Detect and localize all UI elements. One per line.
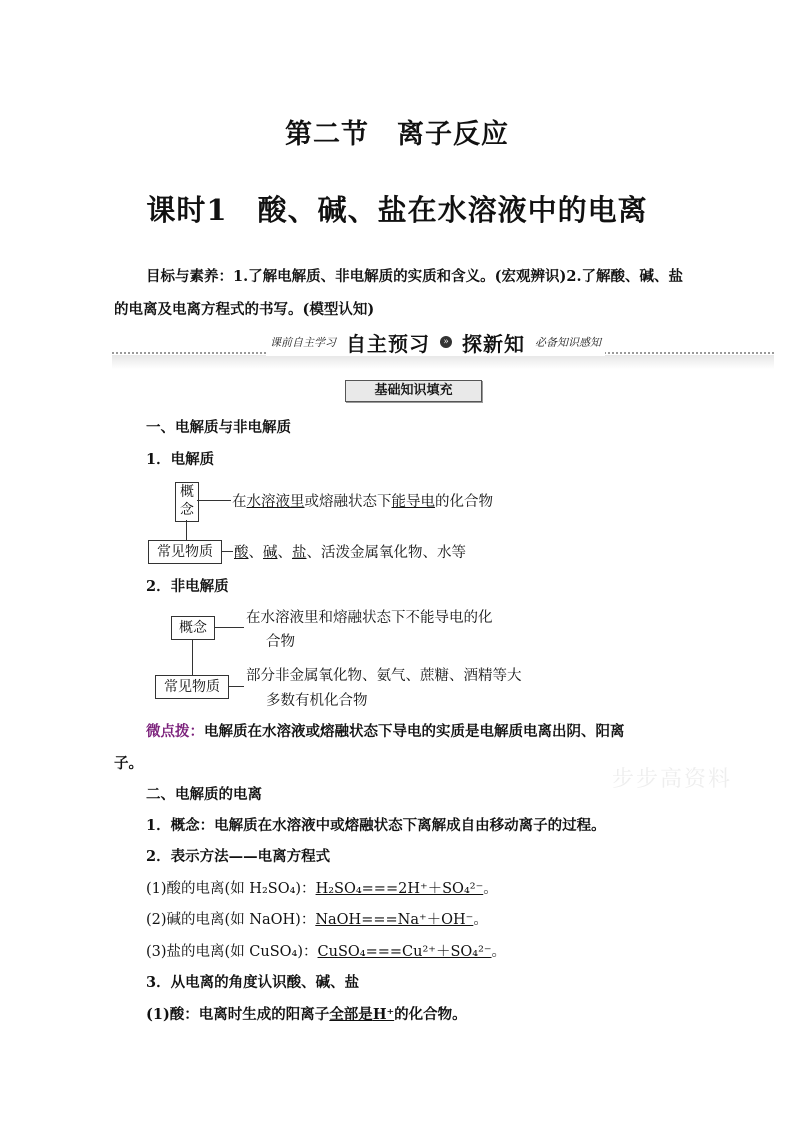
- banner-right-caption: 必备知识感知: [535, 336, 601, 349]
- tip-paragraph: 微点拨：电解质在水溶液或熔融状态下导电的实质是电解质电离出阴、阳离: [146, 723, 625, 740]
- base-equation: NaOH===Na⁺＋OH⁻: [315, 912, 474, 928]
- concept-box-2: 概念: [171, 616, 215, 640]
- part2-heading: 二、电解质的电离: [146, 786, 262, 803]
- page-title: 第二节 离子反应: [285, 119, 509, 150]
- acid-ionization: (1)酸的电离(如 H₂SO₄)：H₂SO₄===2H⁺＋SO₄²⁻。: [146, 881, 498, 897]
- electrolyte-examples: 酸、碱、盐、活泼金属氧化物、水等: [234, 545, 466, 561]
- section-banner: [266, 328, 605, 356]
- ionization-concept: 1．概念：电解质在水溶液中或熔融状态下离解成自由移动离子的过程。: [146, 817, 606, 834]
- connector-line: [228, 686, 244, 687]
- connector-line: [192, 639, 193, 675]
- banner-main-left: 自主预习: [346, 331, 430, 356]
- connector-line: [214, 627, 244, 628]
- electrolyte-heading: 1．电解质: [146, 451, 215, 468]
- non-electrolyte-heading: 2．非电解质: [146, 578, 229, 595]
- learning-goals: 目标与素养：1.了解电解质、非电解质的实质和含义。(宏观辨识)2.了解酸、碱、盐的电离及电离方程式的书写。(模型认知): [114, 268, 683, 318]
- non-electrolyte-examples-line1: 部分非金属氧化物、氨气、蔗糖、酒精等大: [246, 668, 522, 684]
- salt-ionization: (3)盐的电离(如 CuSO₄)：CuSO₄===Cu²⁺＋SO₄²⁻。: [146, 944, 507, 960]
- concept-box-1: 概念: [175, 482, 199, 522]
- banner-shadow: [112, 355, 774, 369]
- acid-equation: H₂SO₄===2H⁺＋SO₄²⁻: [315, 881, 484, 897]
- part1-heading: 一、电解质与非电解质: [146, 419, 291, 436]
- base-ionization: (2)碱的电离(如 NaOH)：NaOH===Na⁺＋OH⁻。: [146, 912, 488, 928]
- electrolyte-concept: 在水溶液里或熔融状态下能导电的化合物: [232, 494, 493, 510]
- acid-base-salt-heading: 3．从电离的角度认识酸、碱、盐: [146, 974, 360, 991]
- common-substances-box-1: 常见物质: [148, 540, 222, 564]
- banner-left-caption: 课前自主学习: [270, 336, 336, 349]
- non-electrolyte-concept-line2: 合物: [266, 634, 295, 650]
- common-substances-box-2: 常见物质: [155, 675, 229, 699]
- non-electrolyte-examples-line2: 多数有机化合物: [266, 693, 368, 709]
- lesson-title: 课时1 酸、碱、盐在水溶液中的电离: [146, 193, 648, 227]
- connector-line: [197, 500, 231, 501]
- tip-tail: 子。: [114, 755, 143, 772]
- watermark: 步步高资料: [612, 767, 733, 792]
- salt-equation: CuSO₄===Cu²⁺＋SO₄²⁻: [317, 944, 492, 960]
- non-electrolyte-concept-line1: 在水溶液里和熔融状态下不能导电的化: [246, 610, 493, 626]
- tip-label: 微点拨：: [146, 723, 204, 740]
- acid-definition: (1)酸：电离时生成的阳离子全部是H⁺的化合物。: [146, 1006, 467, 1023]
- banner-main-right: 探新知: [462, 331, 525, 356]
- representation-heading: 2．表示方法——电离方程式: [146, 848, 331, 865]
- connector-line: [221, 551, 233, 552]
- section-tag: 基础知识填充: [345, 380, 482, 402]
- arrow-icon: »: [440, 336, 452, 348]
